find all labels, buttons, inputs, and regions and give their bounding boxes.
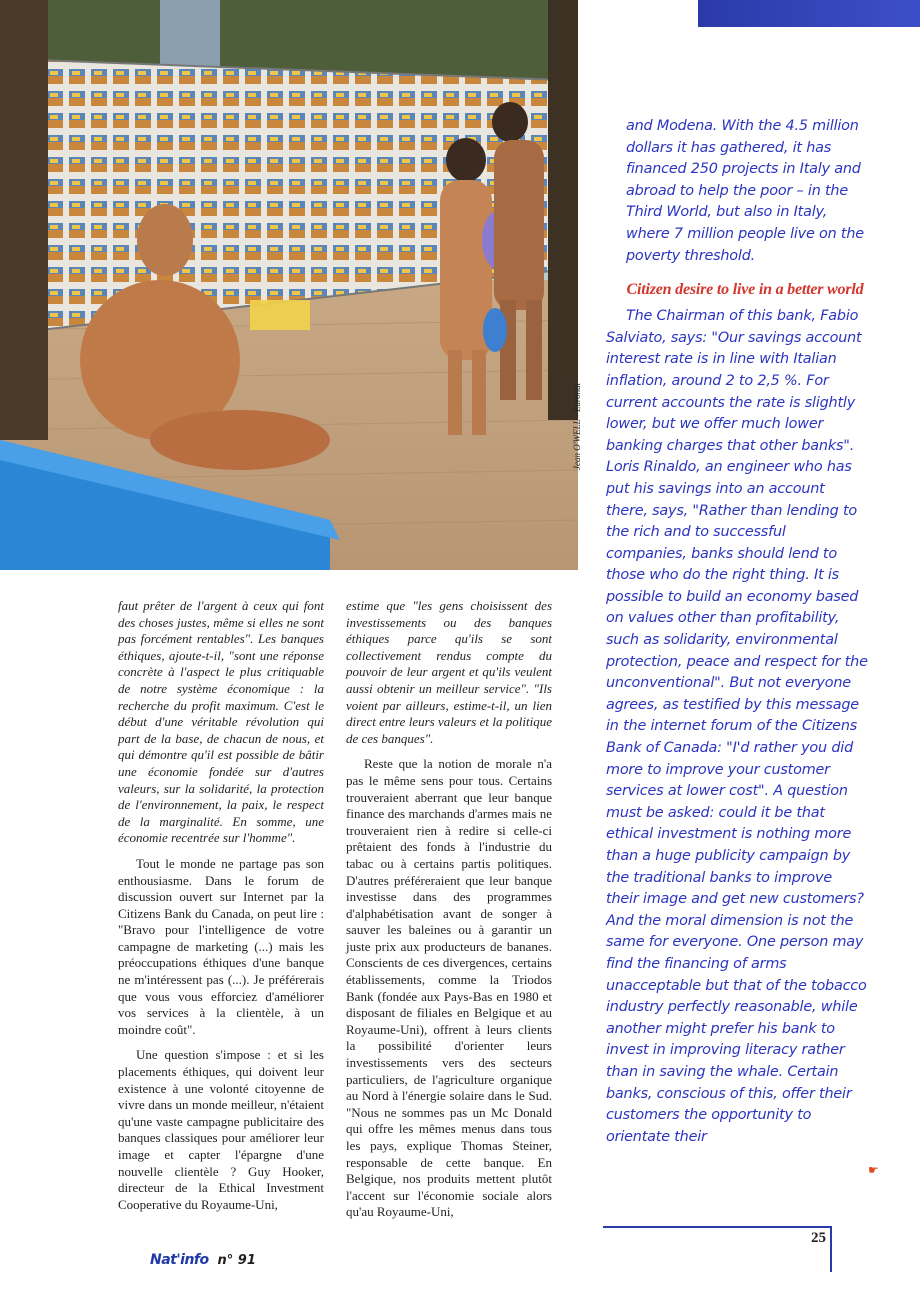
english-body: The Chairman of this bank, Fabio Salviato, says: "Our savings account interest rate is in line with Italian inflation, around 2 to 2,5 %. For current accounts the rate is slightly lower, but we offer much lower banking charges that other banks". Loris Rinaldo, an engineer who has put his savings into an account there, says, "Rather than lending to the rich and to successful companies, banks should lend to those who do the right thing. It is possible to build an economy based on values other than profitability, such as solidarity, environmental protection, peace and respect for the unconventional". But not everyone agrees, as testified by this message in the internet forum of the Citizens Bank of Canada: "I'd rather you did more to improve your customer services at lower cost". A question must be asked: could it be that ethical investment is nothing more than a huge publicity campaign by the traditional banks to improve their image and get new customers? And the moral dimension is not the same for everyone. One person may find the financing of arms unacceptable but that of the tobacco industry perfectly reasonable, while another might prefer his bank to invest in improving literacy rather than in saving the whale. Certain banks, conscious of this, offer their customers the opportunity to orientate their — [606, 308, 868, 1145]
footer-rule — [603, 1226, 832, 1228]
english-intro: and Modena. With the 4.5 million dollars it has gathered, it has financed 250 projects in Italy and abroad to help the poor – in the Third World, but also in Italy, where 7 million people live on the poverty threshold. — [626, 118, 864, 264]
french-paragraph: Reste que la notion de morale n'a pas le même sens pour tous. Certains trouveraient aberrant que leur banque finance des marchands d'armes mais ne trouveraient rien à redire si celle-ci prêtaient des fonds à l'industrie du tabac ou à certains partis politiques. D'autres préféreraient que leur banque investisse dans des programmes d'alphabétisation avant de songer à sauver les baleines ou à garantir un juste prix aux producteurs de bananes. Conscients de ces divergences, certains établissements, comme la Triodos Bank (fondée aux Pays-Bas en 1980 et disposant de filiales en Belgique et au Royaume-Uni), offrent à leurs clients la possibilité d'orienter leurs investissements vers des secteurs particuliers, de l'agriculture organique au Nord à l'énergie solaire dans le Sud. "Nous ne sommes pas un Mc Donald qui offre les mêmes menus dans tous les pays, explique Thomas Steiner, responsable de cette banque. En Belgique, nos produits mettent plutôt l'accent sur l'économie sociale alors qu'au Royaume-Uni, — [346, 756, 552, 1220]
english-column — [606, 116, 868, 1148]
magazine-logo: Nat'info — [150, 1252, 209, 1268]
photo-credit: Jean O'WELL - Euronat — [572, 382, 582, 470]
french-paragraph: Une question s'impose : et si les placements éthiques, qui doivent leur existence à une volonté citoyenne de vivre dans un monde meilleur, n'étaient qu'une vaste campagne publicitaire des banques classiques pour améliorer leur image et capter l'épargne d'une nouvelle clientèle ? Guy Hooker, directeur de la Ethical Investment Cooperative du Royaume-Uni, — [118, 1047, 324, 1212]
page-number: 25 — [811, 1230, 826, 1246]
french-column-1 — [118, 598, 324, 1222]
french-paragraph: estime que "les gens choisissent des investissements ou des banques éthiques parce qu'ils se sont collectivement rendus compte du pouvoir de leur argent et qu'ils veulent aussi obtenir un meilleur service". "Ils voient par ailleurs, estime-t-il, un lien direct entre leurs valeurs et la politique de ces banques". — [346, 598, 552, 746]
article-photo — [0, 0, 578, 570]
section-heading: Citizen desire to live in a better world — [626, 281, 864, 299]
french-column-2 — [346, 598, 552, 1230]
french-paragraph: Tout le monde ne partage pas son enthousiasme. Dans le forum de discussion ouvert sur Internet par la Citizens Bank du Canada, on peut lire : "Bravo pour l'intelligence de votre campagne de marketing (...) mais les préoccupations éthiques d'une banque ne m'intéressent pas (...). Je préférerais que vous vous efforciez d'améliorer vos services à la clientèle, à un moindre coût". — [118, 855, 324, 1037]
french-paragraph: faut prêter de l'argent à ceux qui font des choses justes, même si elles ne sont pas forcément rentables". Les banques éthiques, ajoute-t-il, "sont une réponse concrète à l'aspect le plus critiquable de notre système économique : la recherche du profit maximum. C'est le début d'une véritable révolution qui part de la base, de chacun de nous, et qui démontre qu'il est possible de bâtir une économie fondée sur d'autres valeurs, sur la solidarité, la protection de l'environnement, la paix, le respect de la marginalité. En somme, une économie recentrée sur l'homme". — [118, 598, 324, 846]
footer-rule-vertical — [830, 1226, 832, 1272]
issue-number: n° 91 — [217, 1253, 256, 1268]
photo-icon — [0, 0, 578, 570]
footer-magazine — [150, 1252, 256, 1272]
header-band — [698, 0, 920, 27]
continue-arrow-icon: ☛ — [868, 1163, 879, 1177]
